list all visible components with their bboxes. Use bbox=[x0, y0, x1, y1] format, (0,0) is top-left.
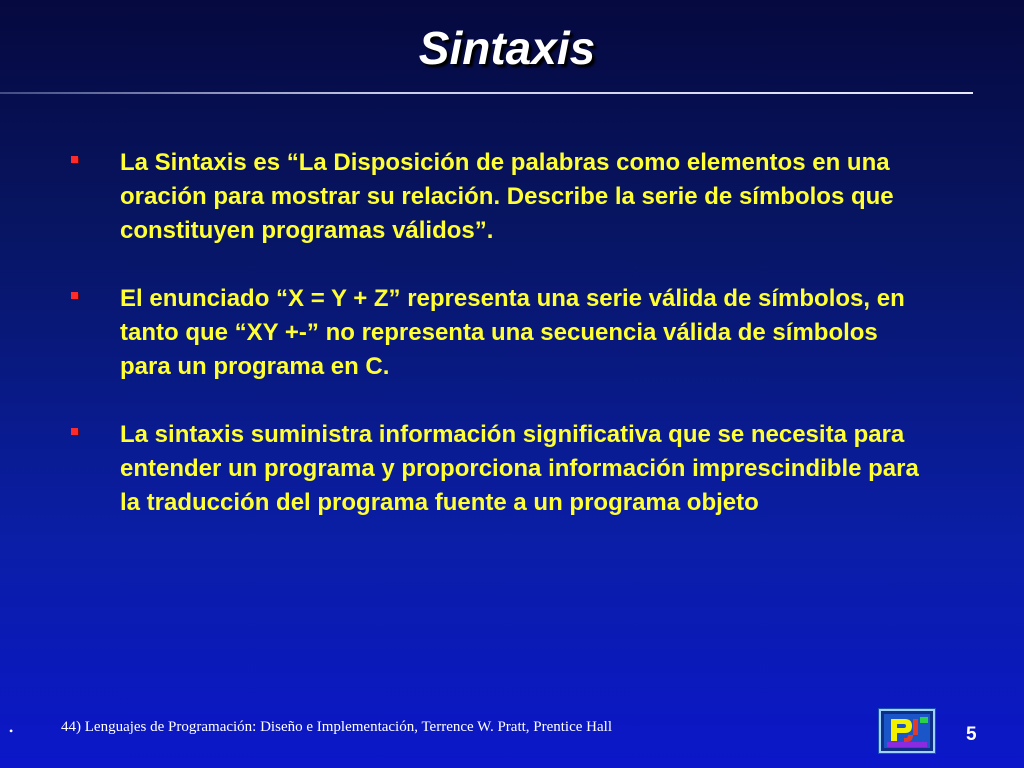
square-bullet-icon bbox=[71, 156, 78, 163]
footer-bullet: • bbox=[9, 724, 14, 738]
bullet-item bbox=[0, 282, 1000, 384]
footer-reference: 44) Lenguajes de Programación: Diseño e Implementación, Terrence W. Pratt, Prentice Hall bbox=[61, 719, 612, 735]
bullet-list bbox=[0, 146, 1000, 554]
page-number: 5 bbox=[966, 724, 977, 745]
publisher-logo-icon bbox=[879, 709, 935, 753]
bullet-text: El enunciado “X = Y + Z” representa una serie válida de símbolos, en tanto que “XY +-” no representa una secuencia válida de símbolos para un programa en C. bbox=[120, 285, 905, 380]
bullet-text: La Sintaxis es “La Disposición de palabras como elementos en una oración para mostrar su relación. Describe la serie de símbolos que constituyen programas válidos”. bbox=[120, 149, 894, 244]
bullet-item bbox=[0, 146, 1000, 248]
slide-title: Sintaxis bbox=[418, 22, 596, 74]
square-bullet-icon bbox=[71, 292, 78, 299]
title-divider bbox=[0, 92, 973, 94]
bullet-item bbox=[0, 418, 1000, 520]
square-bullet-icon bbox=[71, 428, 78, 435]
bullet-text: La sintaxis suministra información significativa que se necesita para entender un programa y proporciona información imprescindible para la traducción del programa fuente a un programa objeto bbox=[120, 421, 919, 516]
